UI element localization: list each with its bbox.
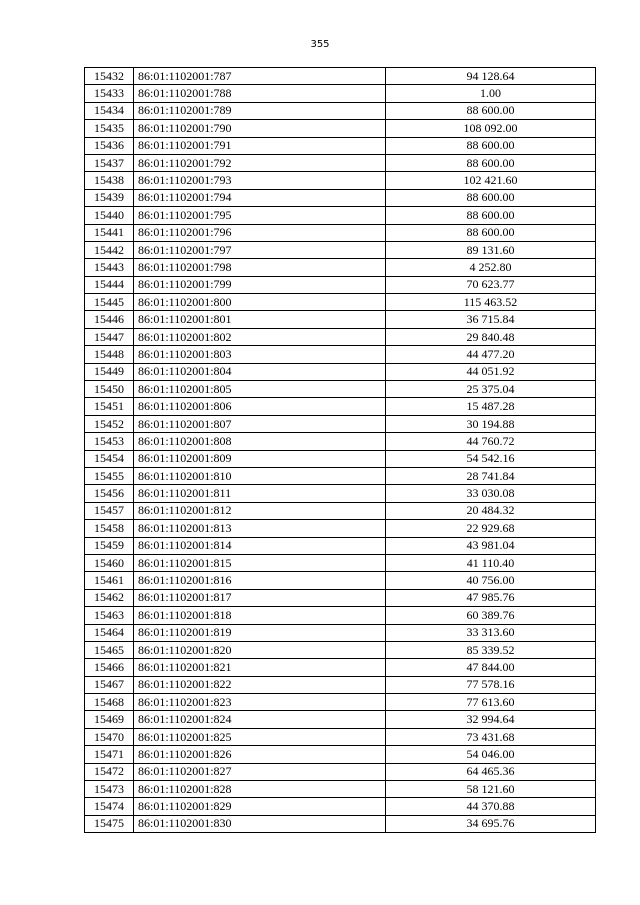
table-row <box>85 659 596 676</box>
cadastral-number-cell: 86:01:1102001:790 <box>134 120 386 137</box>
value-cell: 20 484.32 <box>386 502 596 519</box>
row-number-cell: 15450 <box>85 381 134 398</box>
row-number-cell: 15443 <box>85 259 134 276</box>
table-row <box>85 572 596 589</box>
cadastral-number-cell: 86:01:1102001:795 <box>134 207 386 224</box>
value-cell: 54 046.00 <box>386 746 596 763</box>
value-cell: 41 110.40 <box>386 554 596 571</box>
row-number-cell: 15463 <box>85 607 134 624</box>
value-cell: 54 542.16 <box>386 450 596 467</box>
table-row <box>85 120 596 137</box>
table-row <box>85 815 596 832</box>
value-cell: 102 421.60 <box>386 172 596 189</box>
table-row <box>85 728 596 745</box>
cadastral-number-cell: 86:01:1102001:826 <box>134 746 386 763</box>
table-row <box>85 415 596 432</box>
value-cell: 44 760.72 <box>386 433 596 450</box>
value-cell: 33 313.60 <box>386 624 596 641</box>
value-cell: 4 252.80 <box>386 259 596 276</box>
cadastral-number-cell: 86:01:1102001:814 <box>134 537 386 554</box>
value-cell: 64 465.36 <box>386 763 596 780</box>
value-cell: 77 613.60 <box>386 694 596 711</box>
table-row <box>85 537 596 554</box>
row-number-cell: 15468 <box>85 694 134 711</box>
value-cell: 94 128.64 <box>386 68 596 85</box>
row-number-cell: 15435 <box>85 120 134 137</box>
value-cell: 36 715.84 <box>386 311 596 328</box>
row-number-cell: 15444 <box>85 276 134 293</box>
table-row <box>85 433 596 450</box>
table-row <box>85 676 596 693</box>
row-number-cell: 15473 <box>85 781 134 798</box>
cadastral-number-cell: 86:01:1102001:829 <box>134 798 386 815</box>
cadastral-number-cell: 86:01:1102001:823 <box>134 694 386 711</box>
table-row <box>85 276 596 293</box>
table-row <box>85 607 596 624</box>
row-number-cell: 15467 <box>85 676 134 693</box>
table-row <box>85 154 596 171</box>
table-row <box>85 328 596 345</box>
table-row <box>85 763 596 780</box>
value-cell: 88 600.00 <box>386 207 596 224</box>
cadastral-number-cell: 86:01:1102001:815 <box>134 554 386 571</box>
table-row <box>85 102 596 119</box>
value-cell: 44 051.92 <box>386 363 596 380</box>
cadastral-number-cell: 86:01:1102001:807 <box>134 415 386 432</box>
table-row <box>85 711 596 728</box>
row-number-cell: 15454 <box>85 450 134 467</box>
table-row <box>85 68 596 85</box>
row-number-cell: 15442 <box>85 241 134 258</box>
table-row <box>85 781 596 798</box>
cadastral-number-cell: 86:01:1102001:788 <box>134 85 386 102</box>
table-row <box>85 259 596 276</box>
value-cell: 88 600.00 <box>386 224 596 241</box>
cadastral-value-table <box>84 67 596 833</box>
row-number-cell: 15472 <box>85 763 134 780</box>
cadastral-number-cell: 86:01:1102001:818 <box>134 607 386 624</box>
table-row <box>85 554 596 571</box>
row-number-cell: 15462 <box>85 589 134 606</box>
row-number-cell: 15434 <box>85 102 134 119</box>
table-row <box>85 241 596 258</box>
cadastral-number-cell: 86:01:1102001:794 <box>134 189 386 206</box>
row-number-cell: 15469 <box>85 711 134 728</box>
value-cell: 88 600.00 <box>386 102 596 119</box>
table-row <box>85 363 596 380</box>
cadastral-number-cell: 86:01:1102001:828 <box>134 781 386 798</box>
cadastral-number-cell: 86:01:1102001:811 <box>134 485 386 502</box>
row-number-cell: 15460 <box>85 554 134 571</box>
row-number-cell: 15448 <box>85 346 134 363</box>
value-cell: 29 840.48 <box>386 328 596 345</box>
row-number-cell: 15437 <box>85 154 134 171</box>
cadastral-number-cell: 86:01:1102001:810 <box>134 467 386 484</box>
cadastral-number-cell: 86:01:1102001:824 <box>134 711 386 728</box>
cadastral-number-cell: 86:01:1102001:793 <box>134 172 386 189</box>
cadastral-number-cell: 86:01:1102001:812 <box>134 502 386 519</box>
cadastral-number-cell: 86:01:1102001:809 <box>134 450 386 467</box>
table-row <box>85 450 596 467</box>
row-number-cell: 15433 <box>85 85 134 102</box>
row-number-cell: 15449 <box>85 363 134 380</box>
value-cell: 88 600.00 <box>386 189 596 206</box>
cadastral-number-cell: 86:01:1102001:821 <box>134 659 386 676</box>
cadastral-number-cell: 86:01:1102001:827 <box>134 763 386 780</box>
row-number-cell: 15459 <box>85 537 134 554</box>
value-cell: 28 741.84 <box>386 467 596 484</box>
cadastral-number-cell: 86:01:1102001:796 <box>134 224 386 241</box>
value-cell: 15 487.28 <box>386 398 596 415</box>
value-cell: 34 695.76 <box>386 815 596 832</box>
table-row <box>85 172 596 189</box>
row-number-cell: 15436 <box>85 137 134 154</box>
value-cell: 85 339.52 <box>386 641 596 658</box>
table-row <box>85 467 596 484</box>
table-row <box>85 189 596 206</box>
cadastral-number-cell: 86:01:1102001:787 <box>134 68 386 85</box>
cadastral-number-cell: 86:01:1102001:803 <box>134 346 386 363</box>
value-cell: 33 030.08 <box>386 485 596 502</box>
row-number-cell: 15447 <box>85 328 134 345</box>
table-row <box>85 381 596 398</box>
value-cell: 1.00 <box>386 85 596 102</box>
table-row <box>85 485 596 502</box>
cadastral-number-cell: 86:01:1102001:804 <box>134 363 386 380</box>
value-cell: 89 131.60 <box>386 241 596 258</box>
table-row <box>85 398 596 415</box>
row-number-cell: 15470 <box>85 728 134 745</box>
value-cell: 44 477.20 <box>386 346 596 363</box>
row-number-cell: 15438 <box>85 172 134 189</box>
row-number-cell: 15471 <box>85 746 134 763</box>
table-row <box>85 224 596 241</box>
table-row <box>85 85 596 102</box>
table-row <box>85 346 596 363</box>
cadastral-number-cell: 86:01:1102001:791 <box>134 137 386 154</box>
cadastral-number-cell: 86:01:1102001:817 <box>134 589 386 606</box>
row-number-cell: 15452 <box>85 415 134 432</box>
value-cell: 77 578.16 <box>386 676 596 693</box>
value-cell: 73 431.68 <box>386 728 596 745</box>
row-number-cell: 15432 <box>85 68 134 85</box>
value-cell: 108 092.00 <box>386 120 596 137</box>
row-number-cell: 15453 <box>85 433 134 450</box>
value-cell: 43 981.04 <box>386 537 596 554</box>
cadastral-number-cell: 86:01:1102001:800 <box>134 294 386 311</box>
value-cell: 47 985.76 <box>386 589 596 606</box>
value-cell: 44 370.88 <box>386 798 596 815</box>
table-row <box>85 311 596 328</box>
value-cell: 88 600.00 <box>386 154 596 171</box>
cadastral-number-cell: 86:01:1102001:822 <box>134 676 386 693</box>
cadastral-number-cell: 86:01:1102001:802 <box>134 328 386 345</box>
row-number-cell: 15440 <box>85 207 134 224</box>
table-row <box>85 520 596 537</box>
row-number-cell: 15475 <box>85 815 134 832</box>
table-row <box>85 641 596 658</box>
page-number: 355 <box>310 39 330 50</box>
row-number-cell: 15461 <box>85 572 134 589</box>
value-cell: 22 929.68 <box>386 520 596 537</box>
cadastral-number-cell: 86:01:1102001:798 <box>134 259 386 276</box>
row-number-cell: 15445 <box>85 294 134 311</box>
cadastral-number-cell: 86:01:1102001:792 <box>134 154 386 171</box>
cadastral-number-cell: 86:01:1102001:799 <box>134 276 386 293</box>
value-cell: 25 375.04 <box>386 381 596 398</box>
row-number-cell: 15466 <box>85 659 134 676</box>
row-number-cell: 15457 <box>85 502 134 519</box>
value-cell: 70 623.77 <box>386 276 596 293</box>
table-row <box>85 746 596 763</box>
cadastral-number-cell: 86:01:1102001:816 <box>134 572 386 589</box>
row-number-cell: 15446 <box>85 311 134 328</box>
row-number-cell: 15455 <box>85 467 134 484</box>
cadastral-number-cell: 86:01:1102001:819 <box>134 624 386 641</box>
cadastral-number-cell: 86:01:1102001:820 <box>134 641 386 658</box>
row-number-cell: 15456 <box>85 485 134 502</box>
cadastral-number-cell: 86:01:1102001:789 <box>134 102 386 119</box>
value-cell: 47 844.00 <box>386 659 596 676</box>
row-number-cell: 15464 <box>85 624 134 641</box>
table-row <box>85 207 596 224</box>
table-row <box>85 137 596 154</box>
value-cell: 32 994.64 <box>386 711 596 728</box>
row-number-cell: 15441 <box>85 224 134 241</box>
value-cell: 115 463.52 <box>386 294 596 311</box>
cadastral-number-cell: 86:01:1102001:801 <box>134 311 386 328</box>
cadastral-number-cell: 86:01:1102001:805 <box>134 381 386 398</box>
row-number-cell: 15458 <box>85 520 134 537</box>
cadastral-number-cell: 86:01:1102001:825 <box>134 728 386 745</box>
cadastral-number-cell: 86:01:1102001:797 <box>134 241 386 258</box>
cadastral-number-cell: 86:01:1102001:813 <box>134 520 386 537</box>
value-cell: 60 389.76 <box>386 607 596 624</box>
value-cell: 58 121.60 <box>386 781 596 798</box>
row-number-cell: 15465 <box>85 641 134 658</box>
value-cell: 30 194.88 <box>386 415 596 432</box>
value-cell: 88 600.00 <box>386 137 596 154</box>
cadastral-number-cell: 86:01:1102001:830 <box>134 815 386 832</box>
value-cell: 40 756.00 <box>386 572 596 589</box>
table-row <box>85 502 596 519</box>
row-number-cell: 15474 <box>85 798 134 815</box>
table-row <box>85 798 596 815</box>
table-body <box>85 68 596 833</box>
row-number-cell: 15439 <box>85 189 134 206</box>
table-row <box>85 624 596 641</box>
table-row <box>85 294 596 311</box>
row-number-cell: 15451 <box>85 398 134 415</box>
cadastral-number-cell: 86:01:1102001:806 <box>134 398 386 415</box>
table-row <box>85 589 596 606</box>
cadastral-number-cell: 86:01:1102001:808 <box>134 433 386 450</box>
table-row <box>85 694 596 711</box>
